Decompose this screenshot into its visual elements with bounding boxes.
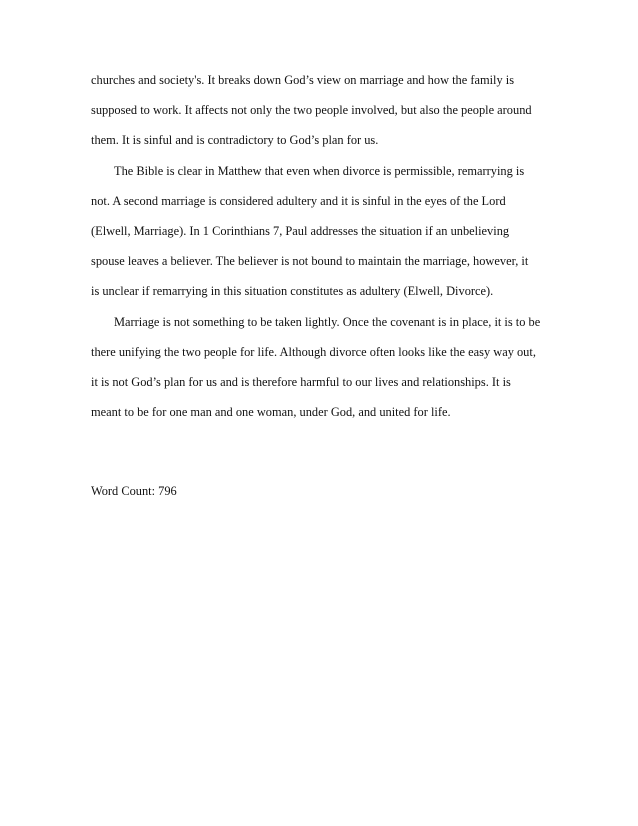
text-line: churches and society's. It breaks down God’s view on marriage and how the family is — [91, 73, 515, 87]
text-line: supposed to work. It affects not only the two people involved, but also the people around — [91, 103, 532, 118]
text-line: meant to be for one man and one woman, under God, and united for life. — [91, 405, 451, 420]
text-line: it is not God’s plan for us and is therefore harmful to our lives and relationships. It is — [91, 374, 511, 389]
paragraph-start-line: Marriage is not something to be taken lightly. Once the covenant is in place, it is to be — [114, 314, 541, 329]
body-text — [91, 65, 551, 427]
text-line: spouse leaves a believer. The believer is not bound to maintain the marriage, however, it — [91, 254, 529, 269]
text-line: there unifying the two people for life. Although divorce often looks like the easy way out, — [91, 344, 536, 359]
text-line: (Elwell, Marriage). In 1 Corinthians 7, Paul addresses the situation if an unbelieving — [91, 223, 510, 238]
paragraph-start-line: The Bible is clear in Matthew that even when divorce is permissible, remarrying is — [114, 163, 525, 178]
word-count: Word Count: 796 — [91, 484, 177, 498]
text-line: not. A second marriage is considered adultery and it is sinful in the eyes of the Lord — [91, 193, 506, 208]
text-line: is unclear if remarrying in this situation constitutes as adultery (Elwell, Divorce). — [91, 284, 494, 299]
text-line: them. It is sinful and is contradictory to God’s plan for us. — [91, 133, 379, 148]
